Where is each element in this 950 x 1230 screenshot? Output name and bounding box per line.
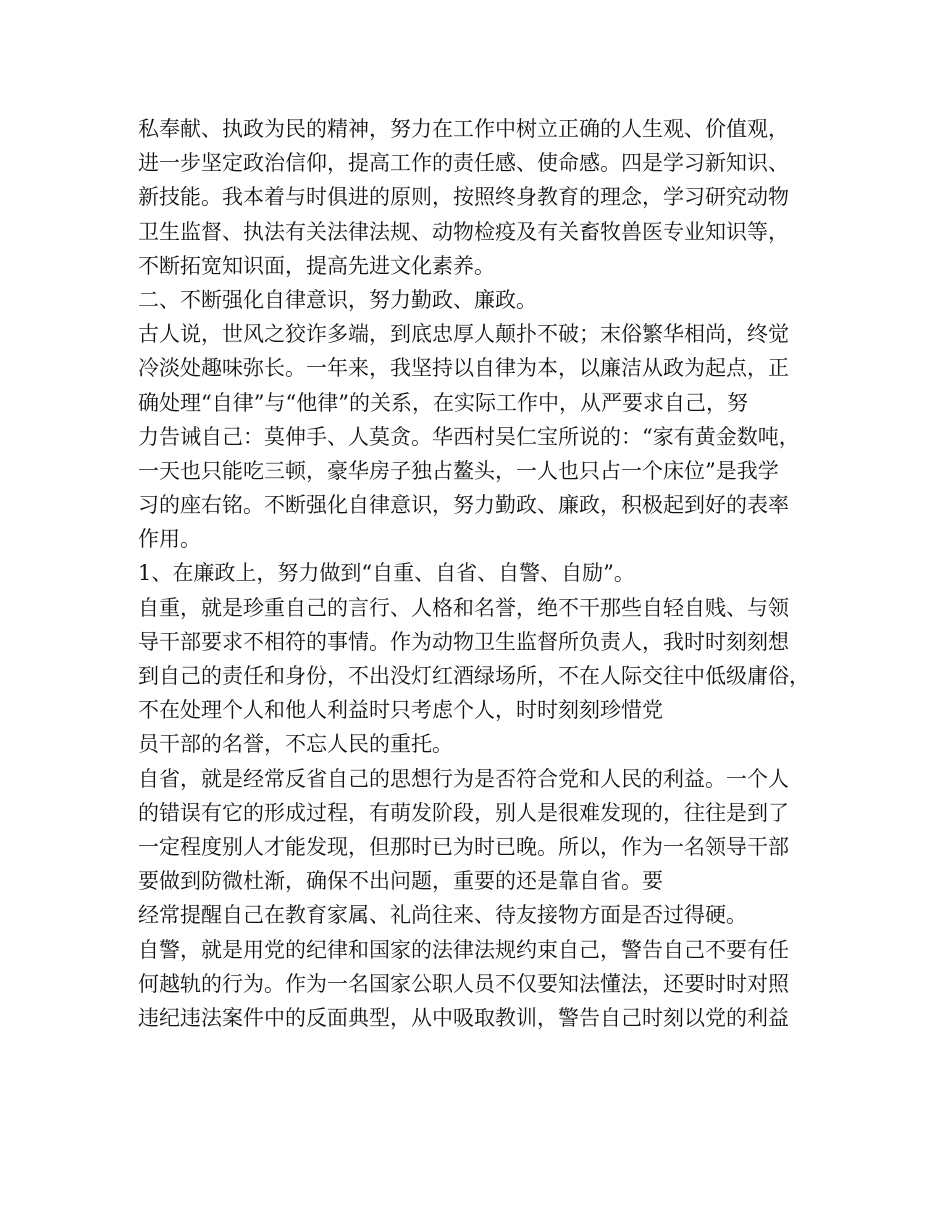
subsection-heading: 1、在廉政上，努力做到“自重、自省、自警、自励”。 [138,561,635,586]
text-line: 违纪违法案件中的反面典型，从中吸取教训，警告自己时刻以党的利益 [138,1005,789,1030]
text-line: 经常提醒自己在教育家属、礼尚往来、待友接物方面是否过得硬。 [138,903,747,928]
text-line: 到自己的责任和身份，不出没灯红酒绿场所，不在人际交往中低级庸俗， [138,664,810,688]
body-text [138,112,838,1035]
section-heading: 二、不断强化自律意识，努力勤政、廉政。 [138,287,537,312]
text-line: 不断拓宽知识面，提高先进文化素养。 [138,253,495,278]
text-line: 导干部要求不相符的事情。作为动物卫生监督所负责人，我时时刻刻想 [138,629,789,654]
text-line: 卫生监督、执法有关法律法规、动物检疫及有关畜牧兽医专业知识等， [138,219,789,244]
text-line: 不在处理个人和他人利益时只考虑个人，时时刻刻珍惜党 [138,698,663,723]
text-line: 何越轨的行为。作为一名国家公职人员不仅要知法懂法，还要时时对照 [138,971,789,996]
text-line: 要做到防微杜渐，确保不出问题，重要的还是靠自省。要 [138,869,663,894]
text-line: 一定程度别人才能发现，但那时已为时已晚。所以，作为一名领导干部 [138,834,789,859]
text-line: 自省，就是经常反省自己的思想行为是否符合党和人民的利益。一个人 [138,766,789,791]
text-line: 确处理“自律”与“他律”的关系，在实际工作中，从严要求自己，努 [138,390,748,415]
text-line: 的错误有它的形成过程，有萌发阶段，别人是很难发现的，往往是到了 [138,800,789,825]
text-line: 古人说，世风之狡诈多端，到底忠厚人颠扑不破；末俗繁华相尚，终觉 [138,322,789,347]
text-line: 进一步坚定政治信仰，提高工作的责任感、使命感。四是学习新知识、 [138,151,789,176]
text-line: 作用。 [138,527,201,552]
text-line: 力告诫自己：莫伸手、人莫贪。华西村吴仁宝所说的：“家有黄金数吨， [138,424,800,449]
text-line: 私奉献、执政为民的精神，努力在工作中树立正确的人生观、价值观， [138,117,789,141]
text-line: 自警，就是用党的纪律和国家的法律法规约束自己，警告自己不要有任 [138,937,789,962]
text-line: 新技能。我本着与时俱进的原则，按照终身教育的理念，学习研究动物 [138,185,789,210]
text-line: 一天也只能吃三顿，豪华房子独占鳌头，一人也只占一个床位”是我学 [138,458,779,483]
text-line: 员干部的名誉，不忘人民的重托。 [138,732,453,757]
text-line: 自重，就是珍重自己的言行、人格和名誉，绝不干那些自轻自贱、与领 [138,595,789,620]
text-line: 习的座右铭。不断强化自律意识，努力勤政、廉政，积极起到好的表率 [138,493,789,518]
text-line: 冷淡处趣味弥长。一年来，我坚持以自律为本，以廉洁从政为起点，正 [138,356,789,381]
